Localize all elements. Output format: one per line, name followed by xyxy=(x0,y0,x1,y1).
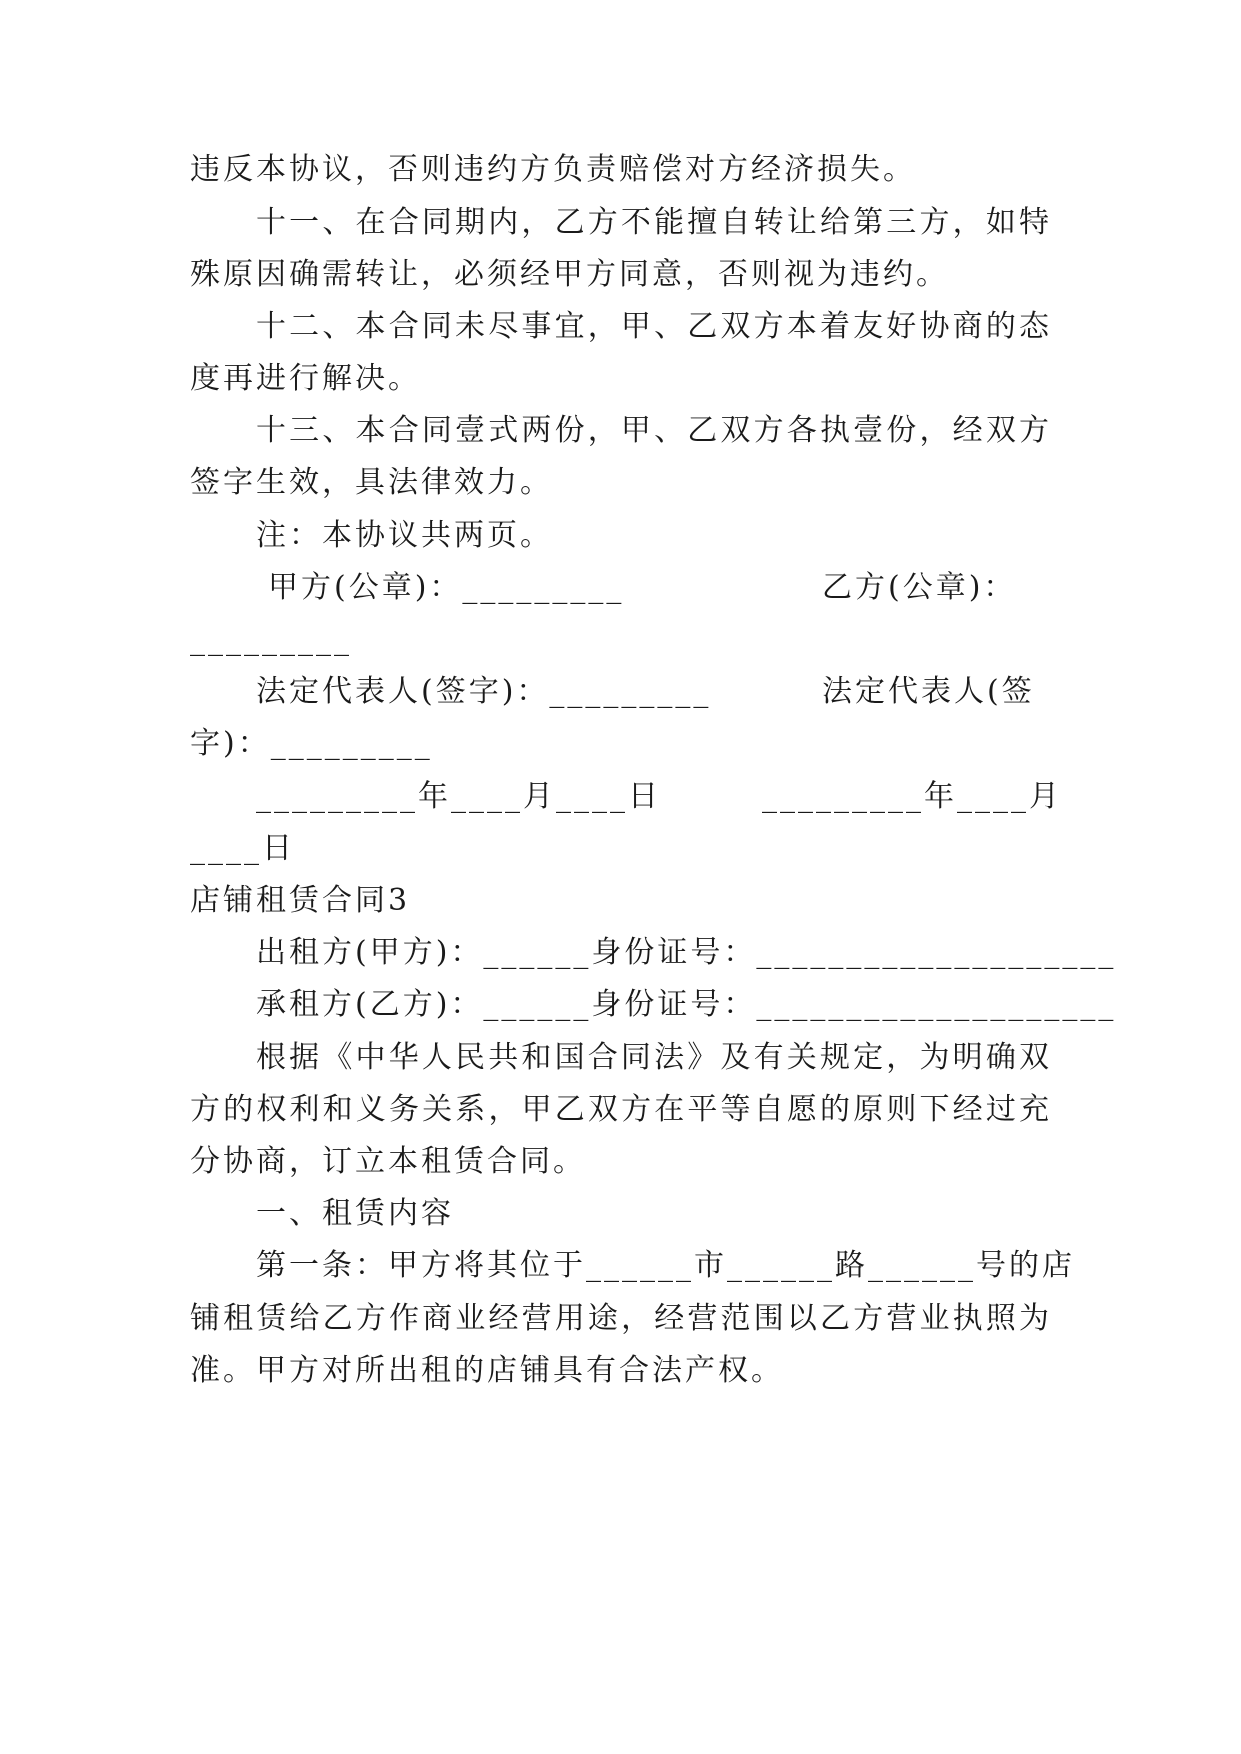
section-heading: 一、租赁内容 xyxy=(256,1196,454,1231)
clause-13: 十三、本合同壹式两份，甲、乙双方各执壹份，经双方 xyxy=(256,413,1052,448)
signature-blank: _________ xyxy=(190,622,352,657)
party-a-seal: 甲方(公章)：_________ xyxy=(268,570,625,605)
article-1-cont: 准。甲方对所出租的店铺具有合法产权。 xyxy=(190,1353,784,1388)
text-line: 度再进行解决。 xyxy=(190,361,421,396)
party-b-representative: 法定代表人(签 xyxy=(822,674,1035,709)
contract-title: 店铺租赁合同3 xyxy=(190,883,411,918)
clause-11: 十一、在合同期内，乙方不能擅自转让给第三方，如特 xyxy=(256,205,1052,240)
note-line: 注：本协议共两页。 xyxy=(256,518,553,553)
party-a-representative: 法定代表人(签字)：_________ xyxy=(256,674,712,709)
lessor-line: 出租方(甲方)：______身份证号：____________________ xyxy=(256,935,1117,970)
text-line: 违反本协议，否则违约方负责赔偿对方经济损失。 xyxy=(190,152,916,187)
party-b-representative-cont: 字)：_________ xyxy=(190,726,433,761)
party-b-date-cont: ____日 xyxy=(190,831,295,866)
preamble-line: 方的权利和义务关系，甲乙双方在平等自愿的原则下经过充 xyxy=(190,1092,1052,1127)
party-b-date: _________年____月 xyxy=(762,779,1062,814)
article-1: 第一条：甲方将其位于______市______路______号的店 xyxy=(256,1248,1075,1283)
article-1-cont: 铺租赁给乙方作商业经营用途，经营范围以乙方营业执照为 xyxy=(190,1301,1052,1336)
text-line: 殊原因确需转让，必须经甲方同意，否则视为违约。 xyxy=(190,257,949,292)
party-a-date: _________年____月____日 xyxy=(256,779,661,814)
preamble-line: 分协商，订立本租赁合同。 xyxy=(190,1144,586,1179)
text-line: 签字生效，具法律效力。 xyxy=(190,465,553,500)
clause-12: 十二、本合同未尽事宜，甲、乙双方本着友好协商的态 xyxy=(256,309,1052,344)
party-b-seal: 乙方(公章)： xyxy=(822,570,1017,605)
preamble-line: 根据《中华人民共和国合同法》及有关规定，为明确双 xyxy=(256,1040,1052,1075)
lessee-line: 承租方(乙方)：______身份证号：____________________ xyxy=(256,987,1117,1022)
